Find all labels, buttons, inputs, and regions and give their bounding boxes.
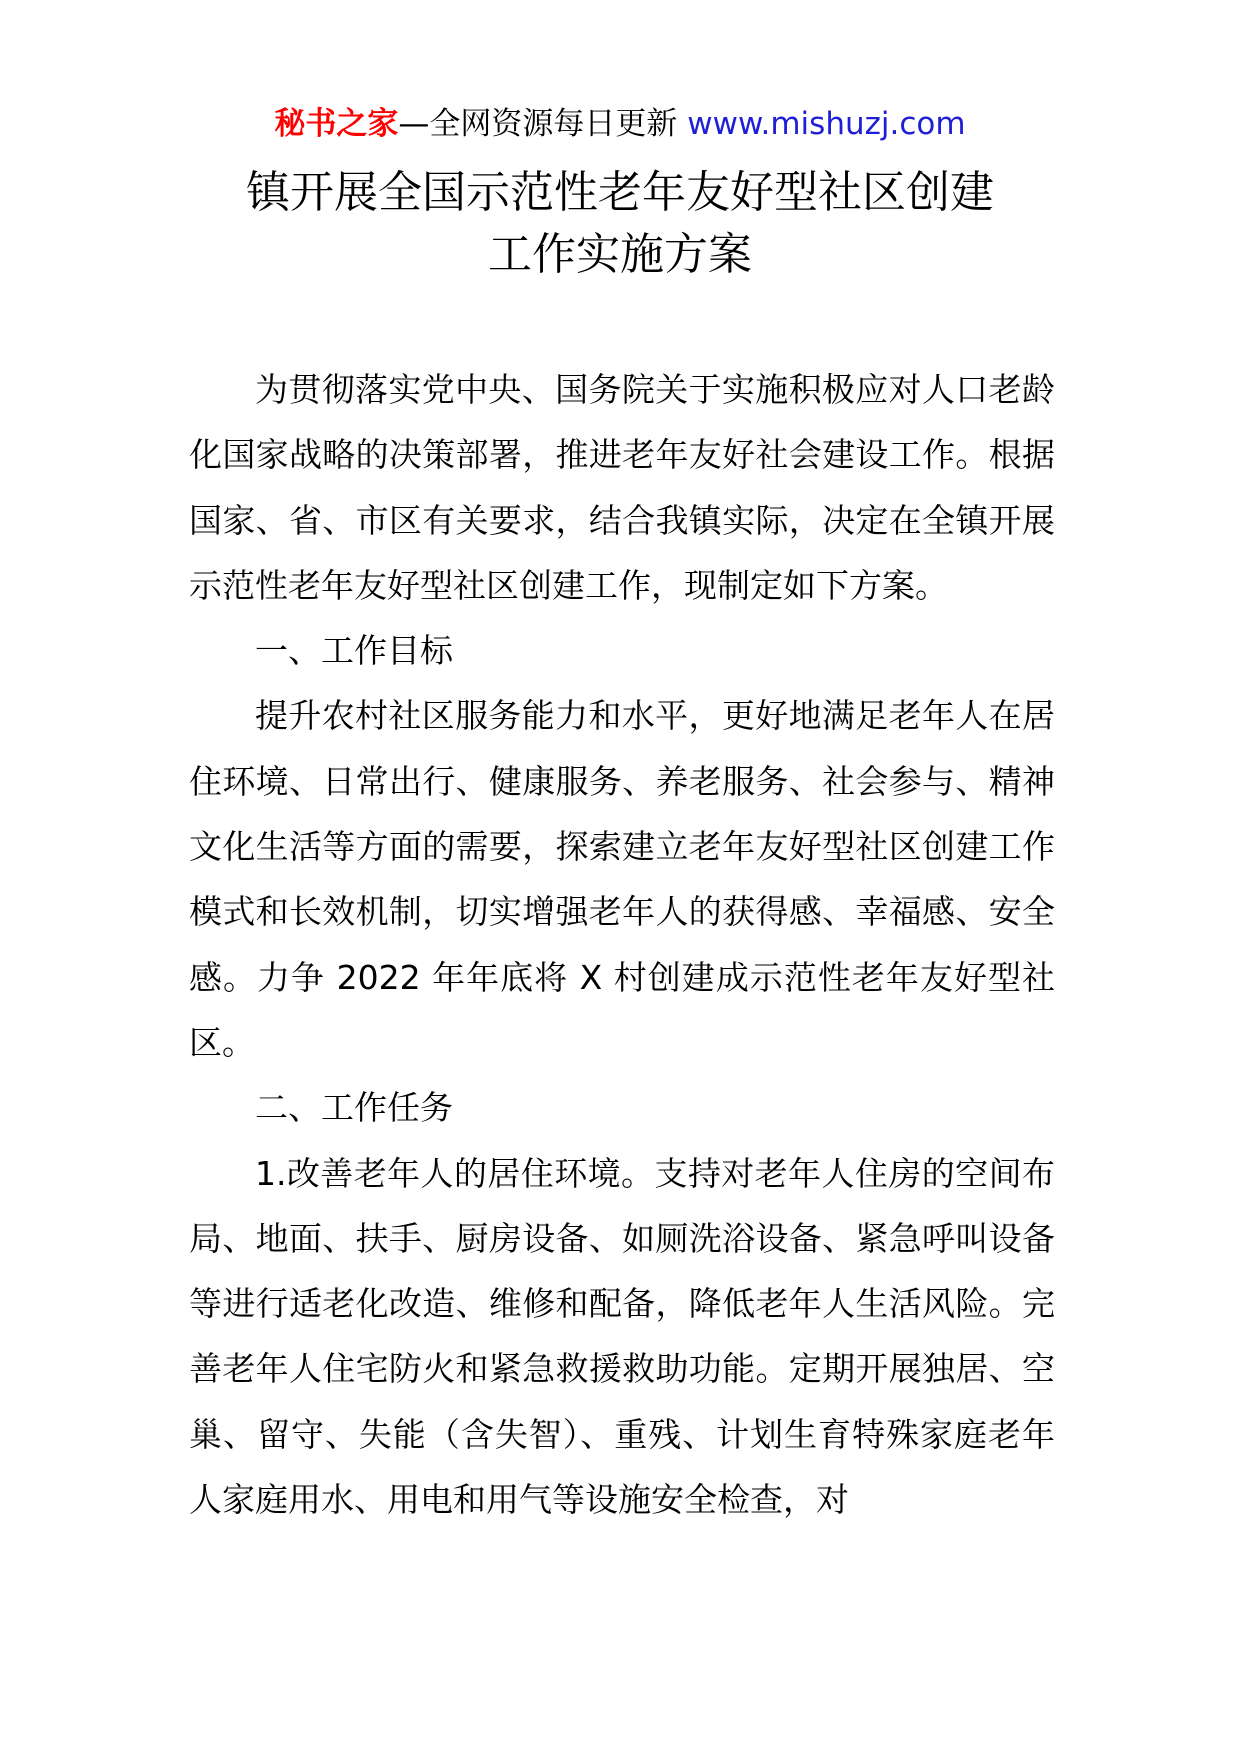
paragraph-task-1: 1.改善老年人的居住环境。支持对老年人住房的空间布局、地面、扶手、厨房设备、如厕洗浴设备、紧急呼叫设备等进行适老化改造、维修和配备，降低老年人生活风险。完善老年人住宅防火和紧急救援救助功能。定期开展独居、空巢、留守、失能（含失智）、重残、计划生育特殊家庭老年人家庭用水、用电和用气等设施安全检查，对 (189, 1153, 1055, 1520)
title-line-1: 镇开展全国示范性老年友好型社区创建 (246, 167, 994, 218)
site-header (0, 102, 1240, 146)
site-url-link[interactable]: www.mishuzj.com (687, 106, 966, 142)
section-heading-goals: 一、工作目标 (255, 631, 453, 671)
section-heading-tasks: 二、工作任务 (255, 1088, 453, 1128)
title-line-2: 工作实施方案 (488, 229, 752, 280)
paragraph-intro: 为贯彻落实党中央、国务院关于实施积极应对人口老龄化国家战略的决策部署，推进老年友好社会建设工作。根据国家、省、市区有关要求，结合我镇实际，决定在全镇开展示范性老年友好型社区创建工作，现制定如下方案。 (189, 370, 1055, 605)
document-body (189, 357, 1055, 1532)
paragraph-goals: 提升农村社区服务能力和水平，更好地满足老年人在居住环境、日常出行、健康服务、养老服务、社会参与、精神文化生活等方面的需要，探索建立老年友好型社区创建工作模式和长效机制，切实增强老年人的获得感、幸福感、安全感。力争 2022 年年底将 X 村创建成示范性老年友好型社区。 (189, 696, 1055, 1062)
header-tagline: —全网资源每日更新 (398, 106, 688, 142)
document-title (0, 162, 1240, 286)
brand-name: 秘书之家 (274, 106, 399, 142)
